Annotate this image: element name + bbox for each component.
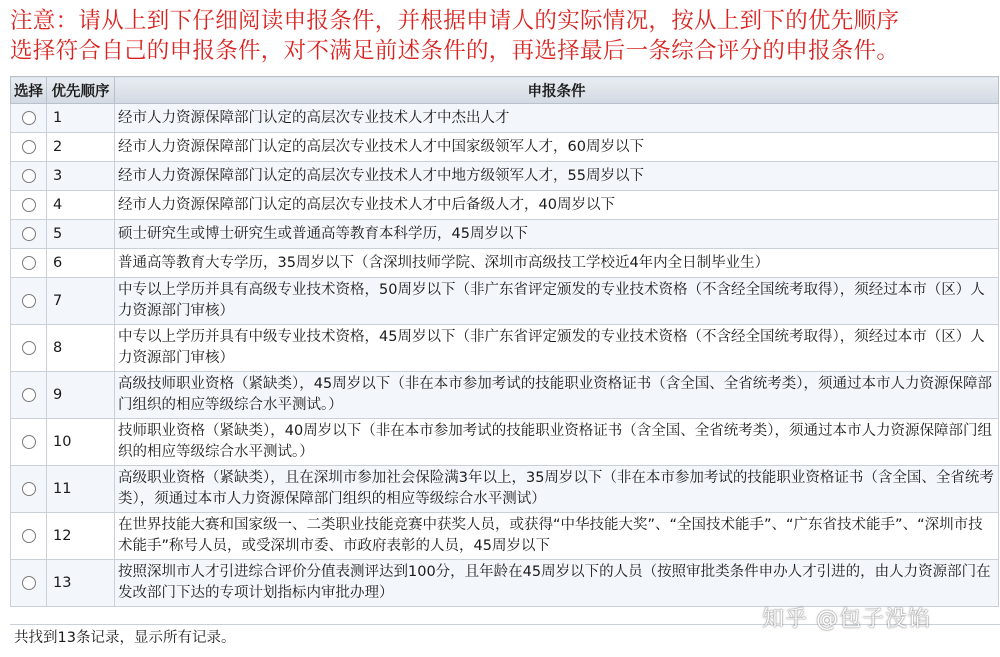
- condition-radio[interactable]: [22, 529, 36, 543]
- condition-radio[interactable]: [22, 388, 36, 402]
- table-row: [11, 278, 999, 325]
- select-cell: [11, 249, 47, 278]
- condition-cell: 高级职业资格（紧缺类），且在深圳市参加社会保险满3年以上，35周岁以下（非在本市参加考试的技能职业资格证书（含全国、全省统考类），须通过本市人力资源保障部门组织的相应等级综合水平测试）: [115, 466, 999, 513]
- priority-cell: 2: [47, 133, 115, 162]
- select-cell: [11, 191, 47, 220]
- select-cell: [11, 513, 47, 560]
- condition-cell: 中专以上学历并具有高级专业技术资格，50周岁以下（非广东省评定颁发的专业技术资格（不含经全国统考取得），须经过本市（区）人力资源部门审核）: [115, 278, 999, 325]
- table-row: [11, 220, 999, 249]
- condition-radio[interactable]: [22, 576, 36, 590]
- table-row: [11, 104, 999, 133]
- watermark: 知乎 @包子没馅: [762, 607, 931, 632]
- select-cell: [11, 162, 47, 191]
- table-row: [11, 325, 999, 372]
- condition-radio[interactable]: [22, 169, 36, 183]
- priority-cell: 3: [47, 162, 115, 191]
- select-cell: [11, 104, 47, 133]
- condition-cell: 按照深圳市人才引进综合评价分值表测评达到100分，且年龄在45周岁以下的人员（按照审批类条件申办人才引进的，由人力资源部门在发改部门下达的专项计划指标内审批办理）: [115, 560, 999, 607]
- priority-cell: 8: [47, 325, 115, 372]
- select-cell: [11, 466, 47, 513]
- table-row: [11, 372, 999, 419]
- condition-cell: 技师职业资格（紧缺类），40周岁以下（非在本市参加考试的技能职业资格证书（含全国、全省统考类），须通过本市人力资源保障部门组织的相应等级综合水平测试。）: [115, 419, 999, 466]
- notice-line-1: 注意：请从上到下仔细阅读申报条件，并根据申请人的实际情况，按从上到下的优先顺序: [10, 8, 900, 34]
- table-row: [11, 513, 999, 560]
- table-row: [11, 560, 999, 607]
- select-cell: [11, 220, 47, 249]
- select-cell: [11, 419, 47, 466]
- table-row: [11, 419, 999, 466]
- priority-cell: 6: [47, 249, 115, 278]
- condition-radio[interactable]: [22, 435, 36, 449]
- record-count-text: 共找到13条记录，显示所有记录。: [10, 624, 1000, 651]
- condition-radio[interactable]: [22, 256, 36, 270]
- priority-cell: 7: [47, 278, 115, 325]
- priority-cell: 5: [47, 220, 115, 249]
- priority-cell: 10: [47, 419, 115, 466]
- priority-cell: 12: [47, 513, 115, 560]
- condition-cell: 经市人力资源保障部门认定的高层次专业技术人才中杰出人才: [115, 104, 999, 133]
- column-header-priority[interactable]: 优先顺序: [47, 77, 115, 104]
- condition-cell: 普通高等教育大专学历，35周岁以下（含深圳技师学院、深圳市高级技工学校近4年内全日制毕业生）: [115, 249, 999, 278]
- condition-radio[interactable]: [22, 227, 36, 241]
- condition-cell: 中专以上学历并具有中级专业技术资格，45周岁以下（非广东省评定颁发的专业技术资格（不含经全国统考取得），须经过本市（区）人力资源部门审核）: [115, 325, 999, 372]
- condition-radio[interactable]: [22, 140, 36, 154]
- condition-cell: 经市人力资源保障部门认定的高层次专业技术人才中后备级人才，40周岁以下: [115, 191, 999, 220]
- priority-cell: 11: [47, 466, 115, 513]
- notice-line-2: 选择符合自己的申报条件，对不满足前述条件的，再选择最后一条综合评分的申报条件。: [10, 38, 900, 64]
- priority-cell: 1: [47, 104, 115, 133]
- table-row: [11, 249, 999, 278]
- condition-radio[interactable]: [22, 341, 36, 355]
- select-cell: [11, 133, 47, 162]
- priority-cell: 9: [47, 372, 115, 419]
- column-header-condition[interactable]: 申报条件: [115, 77, 999, 104]
- table-row: [11, 466, 999, 513]
- select-cell: [11, 325, 47, 372]
- condition-cell: 硕士研究生或博士研究生或普通高等教育本科学历，45周岁以下: [115, 220, 999, 249]
- condition-cell: 经市人力资源保障部门认定的高层次专业技术人才中国家级领军人才，60周岁以下: [115, 133, 999, 162]
- notice-text: [10, 6, 995, 66]
- table-row: [11, 133, 999, 162]
- condition-cell: 经市人力资源保障部门认定的高层次专业技术人才中地方级领军人才，55周岁以下: [115, 162, 999, 191]
- table-row: [11, 191, 999, 220]
- condition-radio[interactable]: [22, 482, 36, 496]
- table-row: [11, 162, 999, 191]
- condition-cell: 在世界技能大赛和国家级一、二类职业技能竞赛中获奖人员，或获得“中华技能大奖”、“全国技术能手”、“广东省技术能手”、“深圳市技术能手”称号人员，或受深圳市委、市政府表彰的人员，45周岁以下: [115, 513, 999, 560]
- select-cell: [11, 560, 47, 607]
- select-cell: [11, 278, 47, 325]
- condition-radio[interactable]: [22, 198, 36, 212]
- condition-radio[interactable]: [22, 294, 36, 308]
- conditions-table: [10, 76, 999, 607]
- table-header-row: [11, 77, 999, 104]
- select-cell: [11, 372, 47, 419]
- table-body: [11, 104, 999, 607]
- column-header-select[interactable]: 选择: [11, 77, 47, 104]
- condition-radio[interactable]: [22, 111, 36, 125]
- priority-cell: 13: [47, 560, 115, 607]
- priority-cell: 4: [47, 191, 115, 220]
- condition-cell: 高级技师职业资格（紧缺类），45周岁以下（非在本市参加考试的技能职业资格证书（含全国、全省统考类），须通过本市人力资源保障部门组织的相应等级综合水平测试。）: [115, 372, 999, 419]
